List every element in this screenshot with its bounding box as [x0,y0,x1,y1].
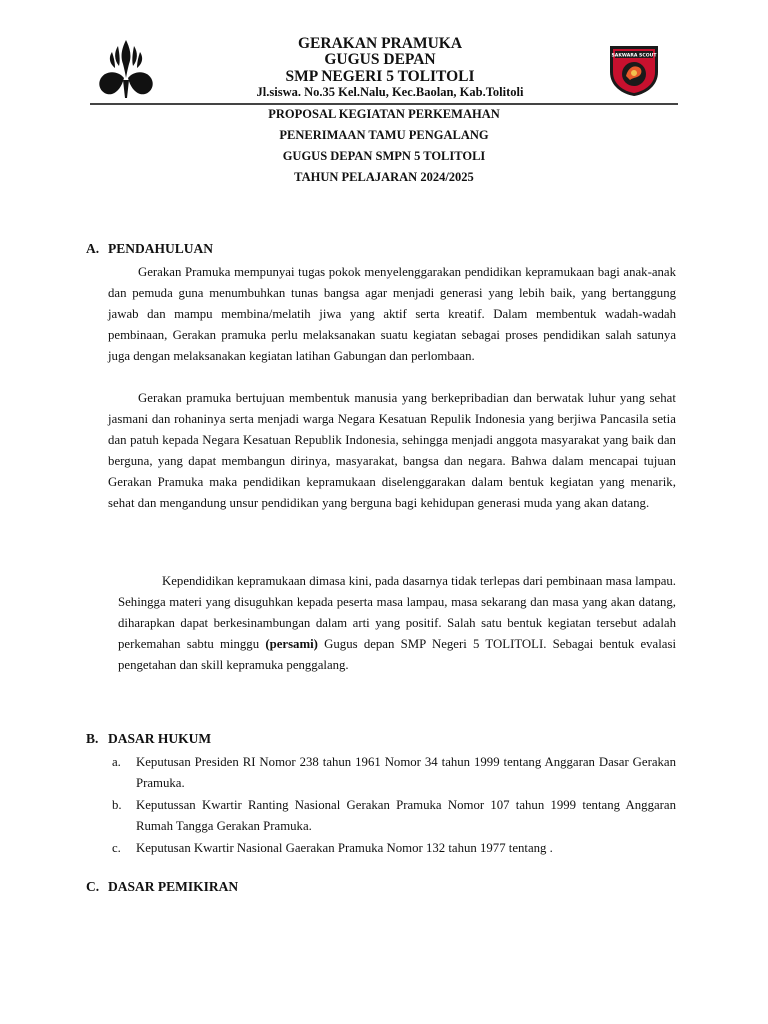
org-name: GERAKAN PRAMUKA [297,35,463,52]
list-marker: a. [112,755,121,769]
proposal-title-line-3: GUGUS DEPAN SMPN 5 TOLITOLI [282,149,486,163]
list-item-text: Keputusan Presiden RI Nomor 238 tahun 1961 Nomor 34 tahun 1999 tentang Anggaran Dasar Gerakan Pramuka. [136,755,676,790]
list-item-text: Keputussan Kwartir Ranting Nasional Gerakan Pramuka Nomor 107 tahun 1999 tentang Anggaran Rumah Tangga Gerakan Pramuka. [136,798,676,833]
tunas-kelapa-icon [96,38,156,100]
section-c-heading [86,879,238,895]
school-address: Jl.siswa. No.35 Kel.Nalu, Kec.Baolan, Kab.Tolitoli [256,85,524,99]
list-item [112,838,676,859]
section-b-label: B. [86,731,99,746]
badge-text: SAKWARA SCOUT [611,53,657,59]
proposal-title-line-2: PENERIMAAN TAMU PENGALANG [279,128,489,142]
paragraph-pendahuluan-1: Gerakan Pramuka mempunyai tugas pokok menyelenggarakan pendidikan kepramukaan bagi anak-anak dan pemuda guna menumbuhkan tunas bangsa agar menjadi generasi yang lebih baik, yang bertanggung jawab dan mampu membina/melatih jiwa yang aktif serta kreatif. Dalam membentuk wadah-wadah pembinaan, Gerakan pramuka perlu melaksanakan suatu kegiatan sebagai proses pendidikan salah satunya juga dengan melaksanakan kegiatan latihan Gabungan dan perlombaan. [108,265,676,363]
proposal-title-block [90,106,678,190]
proposal-title-line-1: PROPOSAL KEGIATAN PERKEMAHAN [268,107,500,121]
letterhead [90,36,680,102]
letterhead-rule [90,103,678,105]
section-a-title: PENDAHULUAN [108,241,214,256]
paragraph-pendahuluan-3 [118,571,676,676]
section-c-title: DASAR PEMIKIRAN [108,879,239,894]
letterhead-text [150,36,610,100]
list-item-text: Keputusan Kwartir Nasional Gaerakan Pramuka Nomor 132 tahun 1977 tentang . [136,841,553,855]
list-marker: b. [112,798,122,812]
persami-term: (persami) [265,637,318,651]
list-item [112,752,676,794]
section-a-label: A. [86,241,100,256]
section-a-heading [86,241,213,257]
school-name: SMP NEGERI 5 TOLITOLI [285,68,475,85]
paragraph-3-part-2: Gugus depan SMP Negeri 5 TOLITOLI. Sebagai bentuk evalasi pengetahan dan skill kepramuka penggalang. [118,637,676,672]
paragraph-3-part-1: Kependidikan kepramukaan dimasa kini, pada dasarnya tidak terlepas dari pembinaan masa lampau. Sehingga materi yang disuguhkan kepada peserta masa lampau, masa sekarang dan masa yang akan datang, diharapkan dapat berkesinambungan dalam arti yang positif. Salah satu bentuk kegiatan tersebut adalah perkemahan sabtu minggu [118,574,676,651]
dasar-hukum-list [112,752,676,860]
section-b-heading [86,731,211,747]
list-item [112,795,676,837]
paragraph-pendahuluan-2: Gerakan pramuka bertujuan membentuk manusia yang berkepribadian dan berwatak luhur yang sehat jasmani dan rohaninya serta menjadi warga Negara Kesatuan Repulik Indonesia yang berjiwa Pancasila setia dan patuh kepada Negara Kesatuan Republik Indonesia, sehingga menjadi anggota masyarakat yang baik dan berguna, yang dapat membangun dirinya, masyarakat, bangsa dan negara. Bahwa dalam mencapai tujuan Gerakan Pramuka maka pendidikan kepramukaan diselenggarakan dalam bentuk kegiatan yang menarik, sehat dan mengandung unsur pendidikan yang berguna bagi kehidupan generasi muda yang akan datang. [108,391,676,510]
list-marker: c. [112,841,121,855]
section-c-label: C. [86,879,100,894]
section-b-title: DASAR HUKUM [108,731,212,746]
racana-badge-icon [606,42,662,98]
unit-name: GUGUS DEPAN [324,51,436,68]
proposal-title-line-4: TAHUN PELAJARAN 2024/2025 [294,170,474,184]
